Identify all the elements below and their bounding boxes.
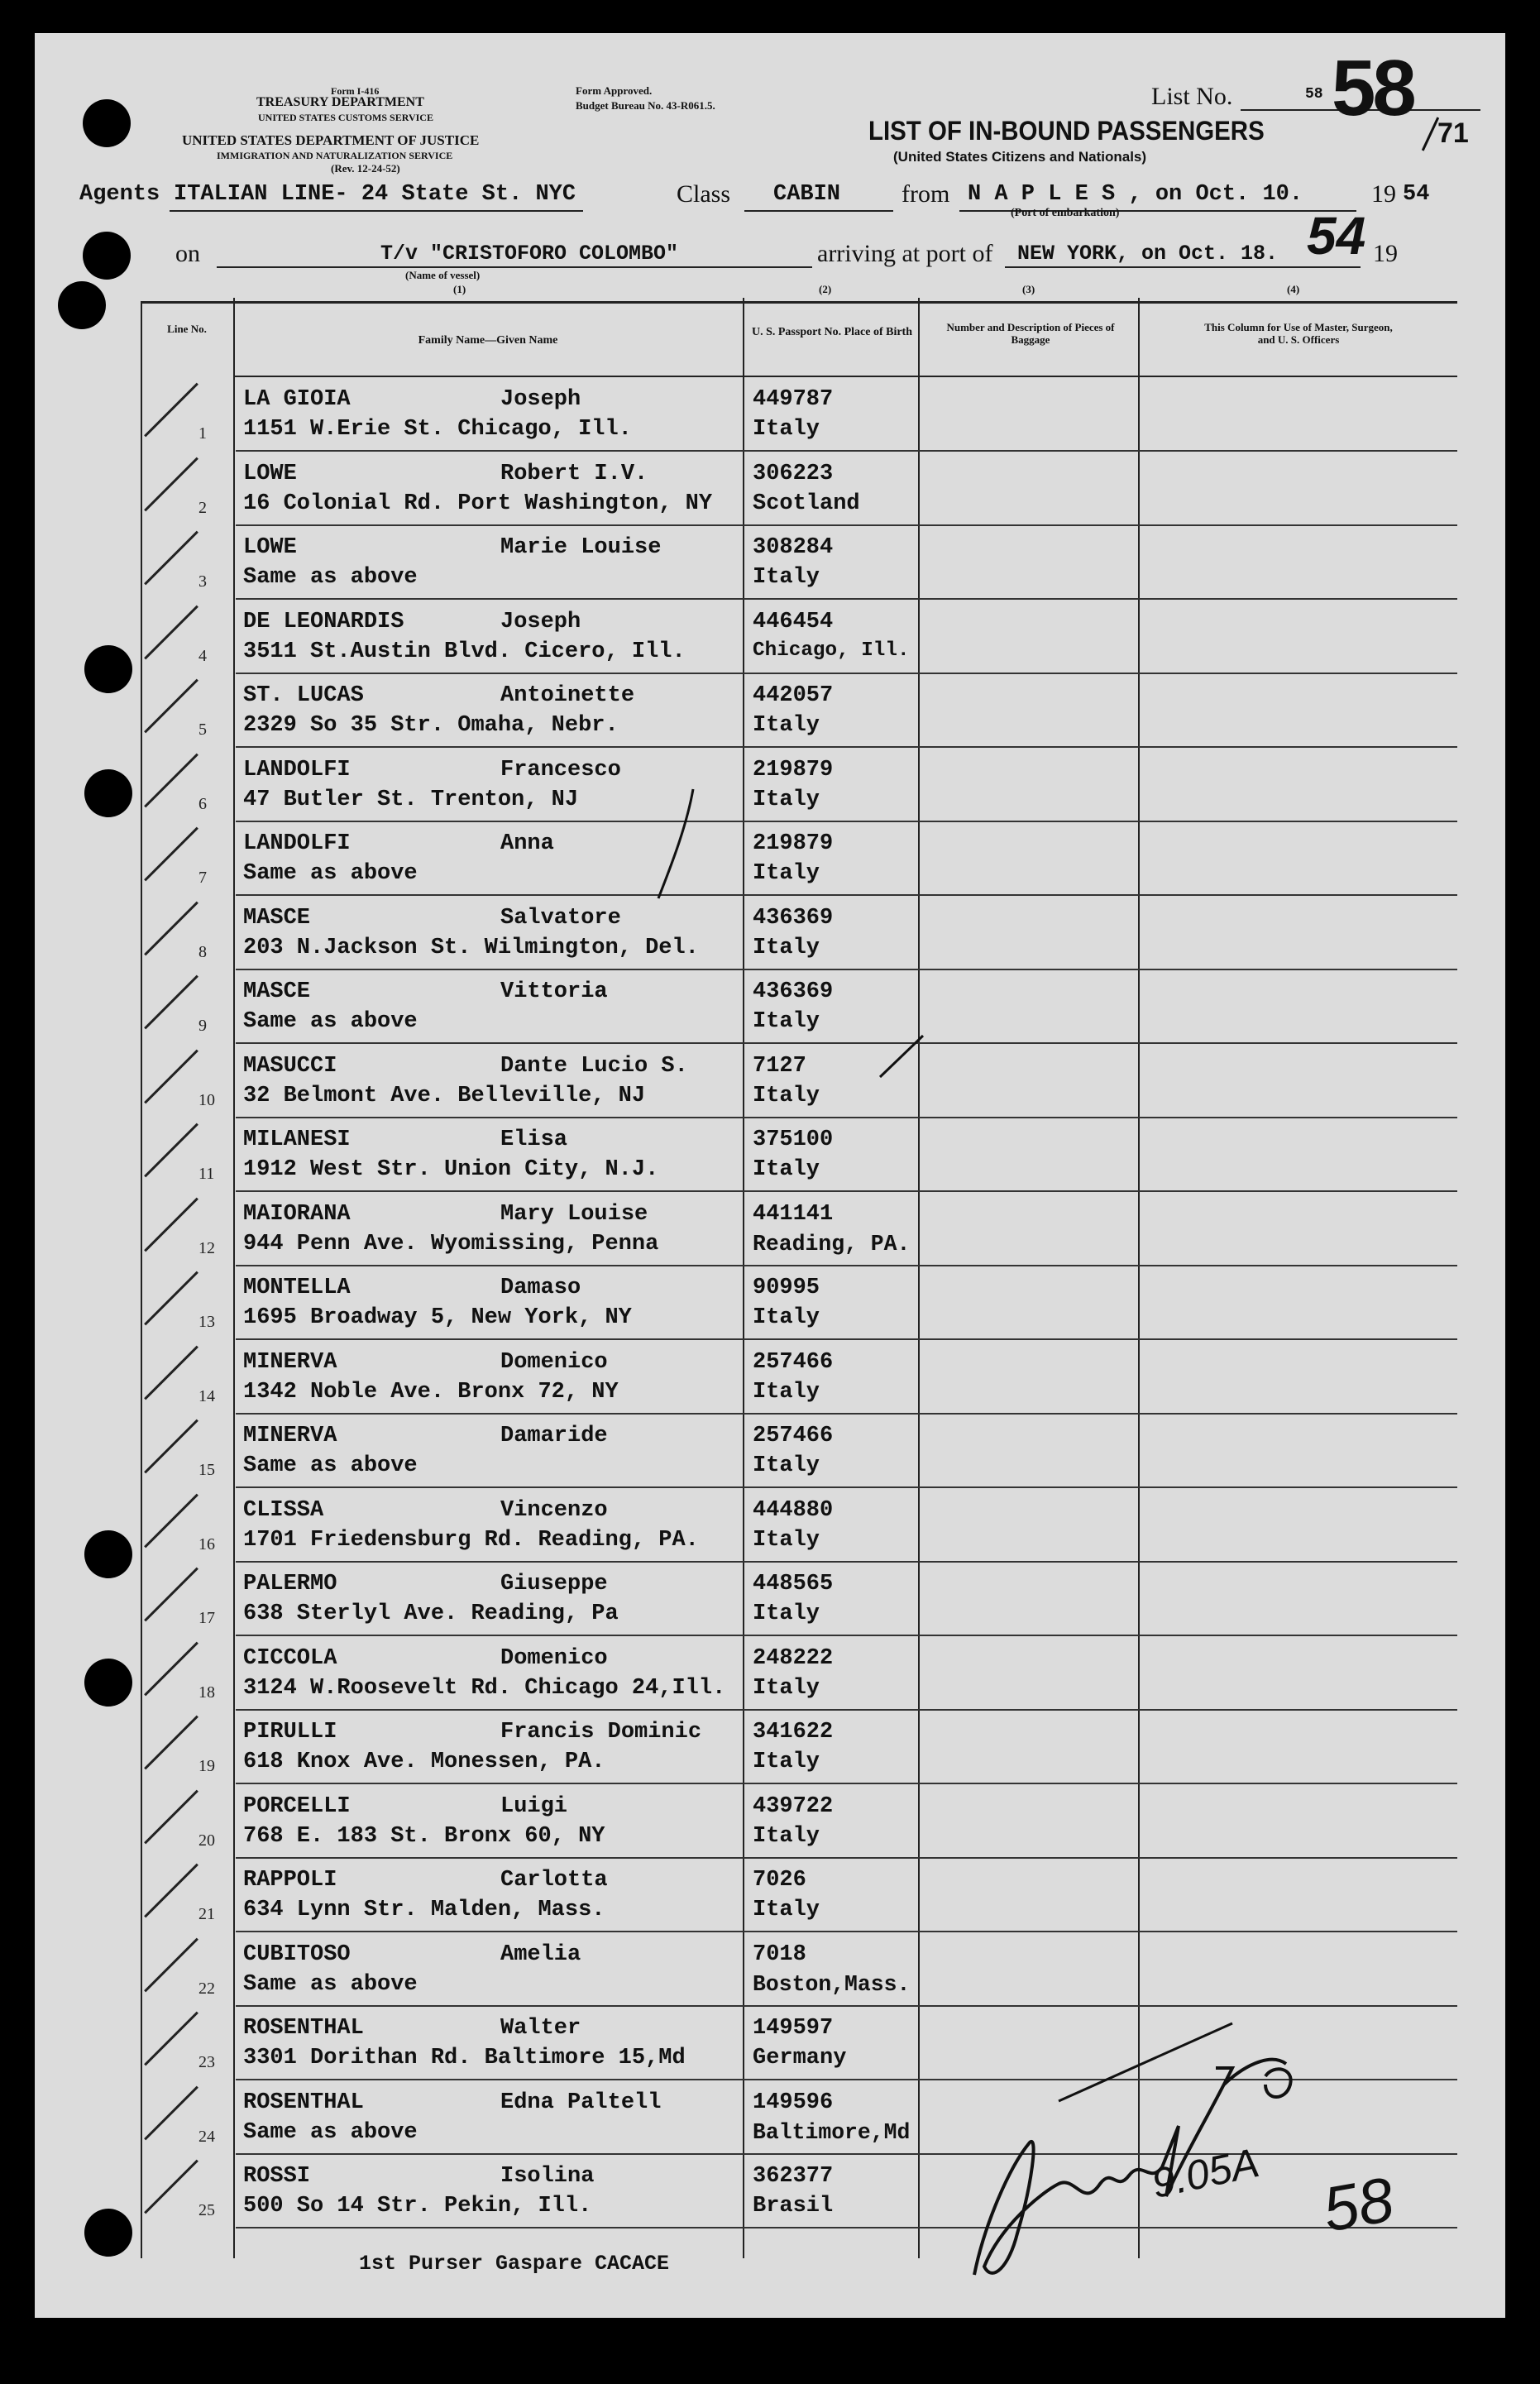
- class-label: Class: [677, 180, 731, 208]
- family-name: MASUCCI: [243, 1053, 337, 1079]
- given-name: Marie Louise: [500, 535, 662, 560]
- place-of-birth: Italy: [753, 935, 820, 960]
- check-mark: [144, 2012, 198, 2066]
- place-of-birth: Italy: [753, 1527, 820, 1553]
- place-of-birth: Germany: [753, 2046, 847, 2070]
- vessel-underline: [217, 266, 812, 268]
- line-number: 20: [198, 1831, 215, 1850]
- line-number: 4: [198, 646, 207, 665]
- table-row: [141, 1192, 1457, 1266]
- line-number: 11: [198, 1165, 215, 1183]
- agent-underline: [170, 210, 583, 212]
- manifest-subtitle: (United States Citizens and Nationals): [893, 149, 1147, 165]
- line-number: 6: [198, 794, 207, 813]
- family-name: ST. LUCAS: [243, 683, 364, 708]
- address: Same as above: [243, 1971, 418, 1997]
- form-approved: Form Approved.: [576, 84, 653, 97]
- passport-number: 308284: [753, 535, 834, 560]
- family-name: CICCOLA: [243, 1645, 337, 1671]
- address: 203 N.Jackson St. Wilmington, Del.: [243, 935, 699, 960]
- given-name: Carlotta: [500, 1868, 608, 1893]
- family-name: MASCE: [243, 979, 311, 1004]
- list-no-prefix: 58: [1305, 86, 1323, 103]
- family-name: LA GIOIA: [243, 387, 351, 412]
- passport-number: 7018: [753, 1941, 806, 1967]
- year-prefix-1: 19: [1371, 180, 1396, 208]
- given-name: Francis Dominic: [500, 1720, 702, 1745]
- address: 1701 Friedensburg Rd. Reading, PA.: [243, 1527, 699, 1553]
- line-number: 12: [198, 1238, 215, 1257]
- table-row: [141, 1932, 1457, 2007]
- place-of-birth: Italy: [753, 787, 820, 812]
- header-officers: This Column for Use of Master, Surgeon, and U. S. Officers: [1204, 321, 1393, 346]
- table-row: [141, 1858, 1457, 1932]
- line-number: 23: [198, 2053, 215, 2071]
- list-no-label: List No.: [1151, 83, 1233, 110]
- given-name: Salvatore: [500, 905, 621, 931]
- passport-number: 257466: [753, 1349, 834, 1375]
- passport-number: 444880: [753, 1497, 834, 1523]
- line-number: 9: [198, 1017, 207, 1035]
- arriving-value: NEW YORK, on Oct. 18.: [1017, 242, 1279, 266]
- address: 638 Sterlyl Ave. Reading, Pa: [243, 1601, 619, 1626]
- place-of-birth: Italy: [753, 1305, 820, 1330]
- family-name: PALERMO: [243, 1572, 337, 1597]
- given-name: Vittoria: [500, 979, 608, 1004]
- punch-hole: [84, 1530, 132, 1578]
- line-number: 1: [198, 424, 207, 443]
- place-of-birth: Italy: [753, 1379, 820, 1405]
- punch-hole: [83, 99, 131, 147]
- table-row: [141, 1784, 1457, 1859]
- family-name: MASCE: [243, 905, 311, 931]
- address: 1695 Broadway 5, New York, NY: [243, 1305, 632, 1330]
- family-name: LOWE: [243, 461, 297, 486]
- list-no-suffix: 71: [1437, 117, 1469, 149]
- table-row: [141, 1636, 1457, 1711]
- line-number: 25: [198, 2201, 215, 2219]
- place-of-birth: Italy: [753, 861, 820, 886]
- place-of-birth: Italy: [753, 713, 820, 738]
- check-mark: [653, 786, 703, 902]
- family-name: CLISSA: [243, 1497, 324, 1523]
- check-mark: [144, 1345, 198, 1400]
- line-number: 22: [198, 1979, 215, 1998]
- place-of-birth: Italy: [753, 1009, 820, 1034]
- line-number: 2: [198, 498, 207, 517]
- passport-number: 436369: [753, 979, 834, 1004]
- check-mark: [144, 901, 198, 955]
- place-of-birth: Italy: [753, 1750, 820, 1774]
- passenger-table: [141, 298, 1457, 2258]
- family-name: MONTELLA: [243, 1276, 351, 1300]
- family-name: ROSENTHAL: [243, 2016, 364, 2041]
- passport-number: 219879: [753, 831, 834, 856]
- address: Same as above: [243, 1453, 418, 1478]
- check-mark: [144, 1789, 198, 1844]
- family-name: MINERVA: [243, 1349, 337, 1375]
- place-of-birth: Italy: [753, 1675, 820, 1701]
- check-mark: [144, 1641, 198, 1696]
- family-name: PORCELLI: [243, 1793, 351, 1819]
- check-mark: [144, 457, 198, 511]
- place-of-birth: Italy: [753, 1898, 820, 1922]
- address: 3301 Dorithan Rd. Baltimore 15,Md: [243, 2046, 686, 2070]
- address: Same as above: [243, 565, 418, 590]
- address: 32 Belmont Ave. Belleville, NJ: [243, 1083, 646, 1108]
- place-of-birth: Baltimore,Md: [753, 2119, 911, 2145]
- header-baggage: Number and Description of Pieces of Baggage: [946, 321, 1115, 346]
- address: 1151 W.Erie St. Chicago, Ill.: [243, 417, 632, 442]
- passport-number: 436369: [753, 905, 834, 931]
- given-name: Amelia: [500, 1941, 581, 1967]
- header-name: Family Name—Given Name: [418, 334, 558, 347]
- punch-hole: [84, 645, 132, 693]
- address: 768 E. 183 St. Bronx 60, NY: [243, 1823, 605, 1849]
- passport-number: 219879: [753, 757, 834, 783]
- given-name: Damaso: [500, 1276, 581, 1300]
- family-name: LANDOLFI: [243, 831, 351, 856]
- revision-date: (Rev. 12-24-52): [331, 162, 400, 175]
- check-mark: [144, 827, 198, 882]
- address: 1342 Noble Ave. Bronx 72, NY: [243, 1379, 619, 1405]
- from-value: N A P L E S , on Oct. 10.: [968, 182, 1303, 207]
- year-handwritten: 54: [1307, 206, 1366, 266]
- passport-number: 7026: [753, 1868, 806, 1893]
- check-mark: [144, 1716, 198, 1770]
- year-prefix-2: 19: [1373, 240, 1398, 267]
- given-name: Edna Paltell: [500, 2090, 662, 2115]
- passport-number: 439722: [753, 1793, 834, 1819]
- check-mark: [144, 1937, 198, 1992]
- check-mark: [144, 2085, 198, 2140]
- table-row: [141, 1710, 1457, 1784]
- passport-number: 257466: [753, 1424, 834, 1448]
- check-mark: [144, 605, 198, 659]
- line-number: 7: [198, 869, 207, 887]
- line-number: 5: [198, 720, 207, 739]
- arriving-label: arriving at port of: [817, 240, 993, 267]
- line-number: 8: [198, 942, 207, 961]
- check-mark: [144, 1419, 198, 1474]
- line-number: 13: [198, 1313, 215, 1331]
- passport-number: 375100: [753, 1127, 834, 1152]
- family-name: CUBITOSO: [243, 1941, 351, 1967]
- check-mark: [144, 531, 198, 586]
- given-name: Joseph: [500, 387, 581, 412]
- table-row: [141, 896, 1457, 970]
- manifest-title: LIST OF IN-BOUND PASSENGERS: [868, 116, 1265, 146]
- port-caption: (Port of embarkation): [1011, 207, 1120, 219]
- address: 3124 W.Roosevelt Rd. Chicago 24,Ill.: [243, 1675, 726, 1701]
- check-mark: [144, 1197, 198, 1252]
- given-name: Walter: [500, 2016, 581, 2041]
- line-number: 21: [198, 1905, 215, 1923]
- passport-number: 306223: [753, 461, 834, 486]
- place-of-birth: Boston,Mass.: [753, 1971, 911, 1997]
- table-row: [141, 748, 1457, 822]
- given-name: Domenico: [500, 1349, 608, 1375]
- place-of-birth: Italy: [753, 1157, 820, 1182]
- line-number: 14: [198, 1386, 215, 1405]
- place-of-birth: Italy: [753, 1453, 820, 1478]
- passport-number: 442057: [753, 683, 834, 708]
- passport-number: 149596: [753, 2090, 834, 2115]
- check-mark: [144, 1568, 198, 1622]
- place-of-birth: Scotland: [753, 491, 860, 516]
- address: 2329 So 35 Str. Omaha, Nebr.: [243, 713, 619, 738]
- passport-number: 149597: [753, 2016, 834, 2041]
- family-name: ROSSI: [243, 2164, 311, 2189]
- treasury-dept: TREASURY DEPARTMENT: [256, 95, 424, 109]
- header-passport: U. S. Passport No. Place of Birth: [751, 326, 913, 338]
- address: 16 Colonial Rd. Port Washington, NY: [243, 491, 713, 516]
- check-mark: [144, 975, 198, 1030]
- class-value: CABIN: [773, 182, 841, 207]
- address: Same as above: [243, 861, 418, 886]
- year-suffix-1: 54: [1403, 182, 1430, 207]
- punch-hole: [84, 769, 132, 817]
- table-row: [141, 452, 1457, 526]
- place-of-birth: Italy: [753, 417, 820, 442]
- table-row: [141, 673, 1457, 748]
- agents-label: Agents: [79, 182, 160, 207]
- col-marker-4: (4): [1287, 283, 1300, 295]
- passport-number: 362377: [753, 2164, 834, 2189]
- place-of-birth: Reading, PA.: [753, 1231, 911, 1257]
- col-marker-2: (2): [819, 283, 832, 295]
- arriving-underline: [1005, 266, 1361, 268]
- vessel-caption: (Name of vessel): [405, 269, 481, 281]
- col-marker-3: (3): [1022, 283, 1035, 295]
- vessel-name: T/v "CRISTOFORO COLOMBO": [380, 242, 679, 266]
- address: 500 So 14 Str. Pekin, Ill.: [243, 2194, 592, 2219]
- passport-number: 341622: [753, 1720, 834, 1745]
- given-name: Giuseppe: [500, 1572, 608, 1597]
- list-no-value: 58: [1332, 44, 1413, 132]
- check-mark: [144, 753, 198, 807]
- given-name: Damaride: [500, 1424, 608, 1448]
- place-of-birth: Chicago, Ill.: [753, 639, 910, 662]
- line-number: 17: [198, 1609, 215, 1627]
- passport-number: 7127: [753, 1053, 806, 1079]
- table-row: [141, 1044, 1457, 1118]
- table-top-rule: [141, 301, 1457, 304]
- place-of-birth: Italy: [753, 565, 820, 590]
- check-mark: [144, 1271, 198, 1326]
- given-name: Joseph: [500, 609, 581, 634]
- address: 1912 West Str. Union City, N.J.: [243, 1157, 659, 1182]
- family-name: MINERVA: [243, 1424, 337, 1448]
- address: 47 Butler St. Trenton, NJ: [243, 787, 579, 812]
- address: Same as above: [243, 1009, 418, 1034]
- given-name: Isolina: [500, 2164, 595, 2189]
- family-name: RAPPOLI: [243, 1868, 337, 1893]
- given-name: Francesco: [500, 757, 621, 783]
- header-line-no: Line No.: [167, 323, 207, 335]
- line-number: 3: [198, 572, 207, 591]
- check-mark: [144, 383, 198, 438]
- line-number: 10: [198, 1090, 215, 1109]
- place-of-birth: Italy: [753, 1601, 820, 1626]
- passport-number: 449787: [753, 387, 834, 412]
- check-mark: [144, 2160, 198, 2214]
- passport-number: 441141: [753, 1201, 834, 1227]
- check-mark: [144, 1864, 198, 1918]
- col-marker-1: (1): [453, 283, 466, 295]
- given-name: Mary Louise: [500, 1201, 648, 1227]
- line-number: 15: [198, 1461, 215, 1479]
- on-label: on: [175, 240, 200, 267]
- table-row: [141, 1340, 1457, 1415]
- punch-hole: [58, 281, 106, 329]
- table-row: [141, 1266, 1457, 1340]
- family-name: LANDOLFI: [243, 757, 351, 783]
- address: Same as above: [243, 2119, 418, 2145]
- address: 634 Lynn Str. Malden, Mass.: [243, 1898, 605, 1922]
- family-name: ROSENTHAL: [243, 2090, 364, 2115]
- line-number: 24: [198, 2127, 215, 2146]
- address: 618 Knox Ave. Monessen, PA.: [243, 1750, 605, 1774]
- check-mark: [144, 1049, 198, 1103]
- handwritten-time: 9.05A: [1147, 2139, 1264, 2207]
- punch-hole: [84, 2209, 132, 2257]
- from-label: from: [902, 180, 950, 208]
- family-name: MILANESI: [243, 1127, 351, 1152]
- given-name: Vincenzo: [500, 1497, 608, 1523]
- class-underline: [744, 210, 893, 212]
- check-mark: [144, 1123, 198, 1178]
- family-name: PIRULLI: [243, 1720, 337, 1745]
- address: 944 Penn Ave. Wyomissing, Penna: [243, 1231, 659, 1257]
- table-row: [141, 1118, 1457, 1192]
- given-name: Anna: [500, 831, 554, 856]
- given-name: Elisa: [500, 1127, 568, 1152]
- handwritten-number: 58: [1318, 2164, 1399, 2246]
- table-row: [141, 1488, 1457, 1563]
- passport-number: 448565: [753, 1572, 834, 1597]
- family-name: DE LEONARDIS: [243, 609, 404, 634]
- table-row: [141, 1562, 1457, 1636]
- place-of-birth: Italy: [753, 1083, 820, 1108]
- form-number: Form I-416: [331, 85, 380, 97]
- justice-dept: UNITED STATES DEPARTMENT OF JUSTICE: [182, 132, 480, 148]
- table-row: [141, 525, 1457, 600]
- table-row: [141, 1414, 1457, 1488]
- place-of-birth: Italy: [753, 1823, 820, 1849]
- passport-number: 446454: [753, 609, 834, 634]
- immigration-service: IMMIGRATION AND NATURALIZATION SERVICE: [217, 150, 453, 161]
- line-number: 18: [198, 1683, 215, 1702]
- table-row: [141, 600, 1457, 674]
- check-mark: [144, 679, 198, 734]
- check-mark: [144, 1493, 198, 1548]
- passport-number: 248222: [753, 1645, 834, 1671]
- purser-line: 1st Purser Gaspare CACACE: [359, 2252, 670, 2276]
- address: 3511 St.Austin Blvd. Cicero, Ill.: [243, 639, 686, 664]
- table-row: [141, 377, 1457, 452]
- line-number: 19: [198, 1757, 215, 1775]
- table-row: [141, 969, 1457, 1044]
- agent-value: ITALIAN LINE- 24 State St. NYC: [174, 182, 576, 207]
- given-name: Robert I.V.: [500, 461, 648, 486]
- place-of-birth: Brasil: [753, 2194, 834, 2219]
- check-mark: [877, 1032, 926, 1082]
- passport-number: 90995: [753, 1276, 820, 1300]
- budget-bureau: Budget Bureau No. 43-R061.5.: [576, 99, 715, 112]
- given-name: Dante Lucio S.: [500, 1053, 688, 1079]
- line-number: 16: [198, 1534, 215, 1553]
- customs-service: UNITED STATES CUSTOMS SERVICE: [258, 112, 433, 123]
- given-name: Domenico: [500, 1645, 608, 1671]
- given-name: Luigi: [500, 1793, 568, 1819]
- family-name: LOWE: [243, 535, 297, 560]
- family-name: MAIORANA: [243, 1201, 351, 1227]
- given-name: Antoinette: [500, 683, 635, 708]
- punch-hole: [84, 1659, 132, 1707]
- punch-hole: [83, 232, 131, 280]
- table-row: [141, 821, 1457, 896]
